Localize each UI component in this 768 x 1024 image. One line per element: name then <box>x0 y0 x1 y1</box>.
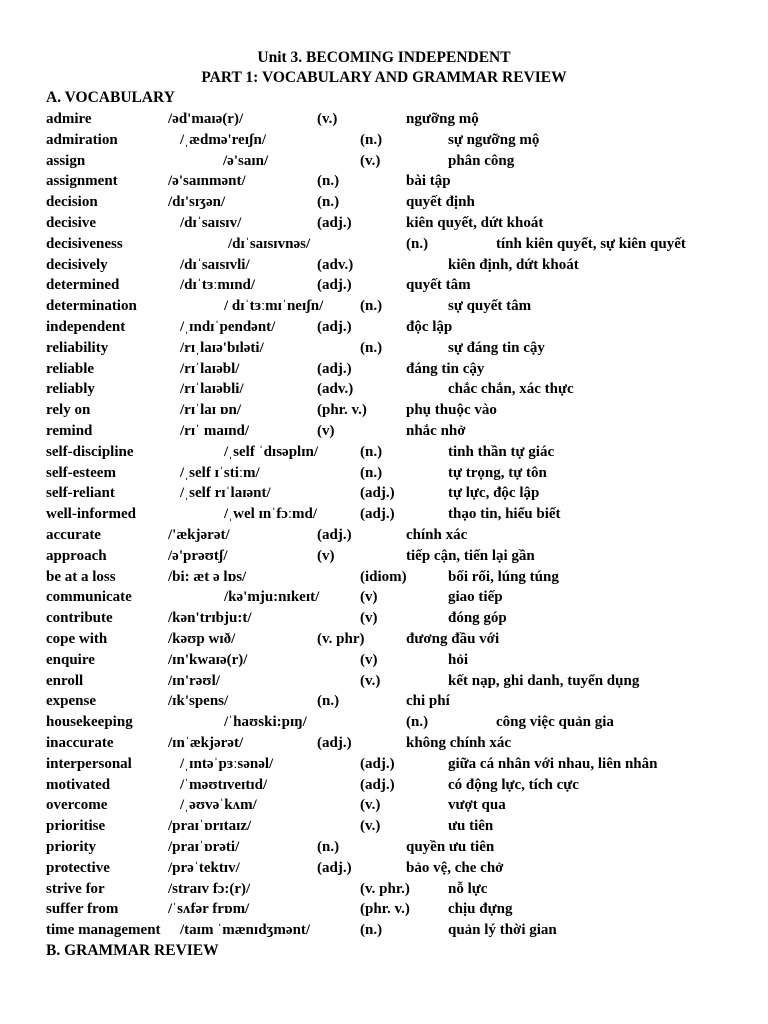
vocab-pos: (n.) <box>317 839 340 855</box>
vocab-ipa: /ˌself ɪˈstiːm/ <box>180 464 260 481</box>
vocab-word: assignment <box>46 173 118 190</box>
vocab-word: suffer from <box>46 901 119 918</box>
vocab-pos: (adj.) <box>360 776 395 793</box>
vocab-meaning: chi phí <box>406 693 450 710</box>
vocab-meaning: đáng tin cậy <box>406 360 485 377</box>
vocab-meaning: giao tiếp <box>448 589 503 606</box>
vocab-ipa: /dɪˈtɜːmɪnd/ <box>180 277 256 294</box>
list-item <box>0 236 768 256</box>
list-item <box>0 215 768 235</box>
vocab-word: accurate <box>46 527 101 543</box>
vocab-word: independent <box>46 319 126 335</box>
vocab-pos: (n.) <box>406 714 429 731</box>
vocab-word: decisiveness <box>46 235 123 252</box>
vocab-pos: (v) <box>360 589 378 606</box>
vocab-pos: (v.) <box>360 818 381 835</box>
vocab-word: determined <box>46 277 120 294</box>
list-item <box>0 818 768 838</box>
vocab-ipa: /ə'saɪnmənt/ <box>168 173 246 190</box>
vocab-ipa: /ˈsʌfər frɒm/ <box>168 901 250 918</box>
vocab-meaning: sự đáng tin cậy <box>448 339 545 356</box>
list-item <box>0 485 768 505</box>
vocab-ipa: /straɪv fɔ:(r)/ <box>168 880 251 897</box>
vocab-pos: (adj.) <box>317 277 352 294</box>
vocab-word: approach <box>46 547 107 564</box>
list-item <box>0 277 768 297</box>
vocab-word: reliably <box>46 381 95 398</box>
vocab-meaning: độc lập <box>406 319 453 335</box>
vocab-word: decision <box>46 194 98 211</box>
list-item <box>0 797 768 817</box>
list-item <box>0 381 768 401</box>
vocab-meaning: ngưỡng mộ <box>406 111 479 127</box>
vocab-pos: (adj.) <box>360 506 395 523</box>
vocab-ipa: /ˌself ˈdɪsəplɪn/ <box>224 443 319 460</box>
vocab-ipa: /rɪˈlaɪəbl/ <box>180 360 240 377</box>
list-item <box>0 839 768 859</box>
vocab-ipa: /ˌself rɪˈlaɪənt/ <box>180 485 271 502</box>
vocab-meaning: ưu tiên <box>448 818 494 835</box>
vocab-word: housekeeping <box>46 714 133 731</box>
vocab-ipa: /kən'trɪbju:t/ <box>168 610 252 627</box>
list-item <box>0 361 768 381</box>
vocab-ipa: /ɪnˈækjərət/ <box>168 735 244 751</box>
vocab-ipa: /taɪm ˈmænɪdʒmənt/ <box>180 922 311 939</box>
vocab-pos: (adj.) <box>317 215 352 231</box>
vocab-meaning: tinh thần tự giác <box>448 443 555 460</box>
vocab-pos: (n.) <box>317 693 340 710</box>
vocab-pos: (v. phr.) <box>360 880 410 897</box>
vocab-meaning: tự lực, độc lập <box>448 485 540 502</box>
vocab-meaning: tự trọng, tự tôn <box>448 464 547 481</box>
list-item <box>0 901 768 921</box>
list-item <box>0 111 768 131</box>
vocab-ipa: /kəʊp wɪð/ <box>168 631 236 647</box>
vocab-ipa: / dɪˈtɜːmɪˈneɪʃn/ <box>224 298 324 315</box>
vocab-meaning: hỏi <box>448 651 469 668</box>
vocab-meaning: tính kiên quyết, sự kiên quyết <box>496 235 686 252</box>
list-item <box>0 860 768 880</box>
vocab-meaning: quyết định <box>406 194 475 211</box>
vocab-word: self-esteem <box>46 464 116 481</box>
list-item <box>0 714 768 734</box>
section-a-heading: A. VOCABULARY <box>46 89 175 106</box>
vocab-word: reliability <box>46 339 109 356</box>
vocab-pos: (adv.) <box>317 256 354 273</box>
vocab-meaning: sự quyết tâm <box>448 298 532 315</box>
vocab-pos: (v.) <box>360 797 381 814</box>
vocab-pos: (v. phr) <box>317 631 365 647</box>
vocab-pos: (n.) <box>360 298 383 315</box>
vocab-meaning: thạo tin, hiểu biết <box>448 506 561 523</box>
vocab-meaning: kiên quyết, dứt khoát <box>406 215 544 231</box>
list-item <box>0 548 768 568</box>
vocab-ipa: /praɪˈɒrəti/ <box>168 839 240 855</box>
vocab-word: remind <box>46 423 93 439</box>
part-title: PART 1: VOCABULARY AND GRAMMAR REVIEW <box>201 69 567 86</box>
vocab-word: rely on <box>46 402 91 419</box>
vocab-word: contribute <box>46 610 113 627</box>
list-item <box>0 444 768 464</box>
unit-title: Unit 3. BECOMING INDEPENDENT <box>257 49 511 66</box>
vocab-ipa: /dɪˈsaɪsɪvnəs/ <box>228 235 311 252</box>
vocab-meaning: phụ thuộc vào <box>406 402 497 419</box>
vocab-pos: (v) <box>317 547 335 564</box>
vocab-word: protective <box>46 859 110 876</box>
list-item <box>0 194 768 214</box>
vocab-pos: (adv.) <box>317 381 354 398</box>
vocab-meaning: nỗ lực <box>448 880 488 897</box>
list-item <box>0 173 768 193</box>
vocab-meaning: phân công <box>448 152 515 169</box>
vocab-word: determination <box>46 298 137 315</box>
vocab-pos: (adj.) <box>360 755 395 772</box>
vocab-pos: (n.) <box>317 173 340 190</box>
vocab-word: enquire <box>46 651 95 668</box>
vocab-pos: (n.) <box>406 235 429 252</box>
vocab-pos: (adj.) <box>317 360 352 377</box>
vocab-pos: (adj.) <box>317 735 352 751</box>
vocab-word: motivated <box>46 776 111 793</box>
list-item <box>0 319 768 339</box>
vocab-pos: (n.) <box>360 339 383 356</box>
vocab-meaning: vượt qua <box>448 797 506 814</box>
vocab-ipa: /'ækjərət/ <box>168 527 230 543</box>
vocab-ipa: /ˈhaʊski:pɪŋ/ <box>224 714 307 731</box>
vocab-pos: (v.) <box>360 152 381 169</box>
vocab-word: decisively <box>46 256 108 273</box>
vocab-pos: (adj.) <box>317 319 352 335</box>
vocab-pos: (n.) <box>317 194 340 211</box>
list-item <box>0 402 768 422</box>
vocab-pos: (v) <box>360 610 378 627</box>
list-item <box>0 673 768 693</box>
vocab-meaning: giữa cá nhân với nhau, liên nhân <box>448 755 658 772</box>
vocab-meaning: quyết tâm <box>406 277 471 294</box>
vocab-ipa: /dɪˈsaɪsɪvli/ <box>180 256 250 273</box>
vocab-word: admiration <box>46 131 118 148</box>
vocab-pos: (adj.) <box>317 527 352 543</box>
vocab-meaning: công việc quản gia <box>496 714 614 731</box>
list-item <box>0 652 768 672</box>
vocab-meaning: bối rối, lúng túng <box>448 568 559 585</box>
vocab-ipa: /ˌɪntəˈpɜːsənəl/ <box>180 755 274 772</box>
list-item <box>0 756 768 776</box>
vocab-word: strive for <box>46 880 105 897</box>
vocab-meaning: có động lực, tích cực <box>448 776 579 793</box>
vocab-pos: (v.) <box>360 672 381 689</box>
list-item <box>0 153 768 173</box>
vocab-ipa: /rɪˈ maɪnd/ <box>180 423 250 439</box>
vocab-pos: (n.) <box>360 131 383 148</box>
vocab-ipa: /ˌædmə'reɪʃn/ <box>180 131 267 148</box>
vocab-word: inaccurate <box>46 735 114 751</box>
vocab-word: overcome <box>46 797 108 814</box>
list-item <box>0 423 768 443</box>
vocab-pos: (n.) <box>360 922 383 939</box>
vocab-ipa: /kə'mju:nɪkeɪt/ <box>224 589 320 606</box>
list-item <box>0 506 768 526</box>
vocab-meaning: quản lý thời gian <box>448 922 557 939</box>
vocab-pos: (v) <box>360 651 378 668</box>
vocab-word: reliable <box>46 360 95 377</box>
vocab-word: cope with <box>46 631 108 647</box>
vocab-meaning: bài tập <box>406 173 451 190</box>
vocab-ipa: /ɪn'rəʊl/ <box>168 672 220 689</box>
list-item <box>0 298 768 318</box>
list-item <box>0 881 768 901</box>
list-item <box>0 257 768 277</box>
section-b-heading: B. GRAMMAR REVIEW <box>46 942 219 959</box>
vocab-pos: (n.) <box>360 443 383 460</box>
vocab-ipa: /ˌwel ɪnˈfɔːmd/ <box>224 506 318 523</box>
vocab-ipa: /bi: æt ə lɒs/ <box>168 568 247 585</box>
vocab-meaning: quyền ưu tiên <box>406 839 495 855</box>
vocab-pos: (phr. v.) <box>317 402 367 419</box>
vocab-word: well-informed <box>46 506 136 523</box>
list-item <box>0 610 768 630</box>
vocab-ipa: /rɪˈlaɪəbli/ <box>180 381 244 398</box>
vocab-word: self-discipline <box>46 443 134 460</box>
vocab-ipa: /ə'saɪn/ <box>223 152 269 169</box>
vocab-ipa: /prəˈtektɪv/ <box>168 859 240 876</box>
vocab-meaning: chắc chắn, xác thực <box>448 381 574 398</box>
vocab-meaning: nhắc nhở <box>406 423 466 439</box>
vocab-word: self-reliant <box>46 485 115 502</box>
vocab-pos: (adj.) <box>360 485 395 502</box>
vocab-word: admire <box>46 111 92 127</box>
vocab-ipa: /rɪˈlaɪ ɒn/ <box>180 402 241 419</box>
vocab-meaning: bảo vệ, che chở <box>406 859 504 876</box>
vocab-pos: (v) <box>317 423 335 439</box>
vocab-meaning: chịu đựng <box>448 901 513 918</box>
list-item <box>0 569 768 589</box>
vocab-pos: (adj.) <box>317 859 352 876</box>
list-item <box>0 631 768 651</box>
vocab-meaning: chính xác <box>406 527 468 543</box>
vocab-ipa: /dɪˈsaɪsɪv/ <box>180 215 242 231</box>
list-item <box>0 589 768 609</box>
vocab-pos: (idiom) <box>360 568 407 585</box>
vocab-ipa: /ˌɪndɪˈpendənt/ <box>180 319 276 335</box>
list-item <box>0 777 768 797</box>
list-item <box>0 527 768 547</box>
vocab-word: priority <box>46 839 96 855</box>
vocab-meaning: sự ngưỡng mộ <box>448 131 540 148</box>
vocab-word: prioritise <box>46 818 106 835</box>
list-item <box>0 465 768 485</box>
vocab-ipa: /dɪ'sɪʒən/ <box>168 194 226 211</box>
vocab-word: assign <box>46 152 86 169</box>
vocab-word: expense <box>46 693 96 710</box>
vocab-word: time management <box>46 922 161 939</box>
vocab-meaning: đóng góp <box>448 610 507 627</box>
list-item <box>0 922 768 942</box>
list-item <box>0 340 768 360</box>
vocab-pos: (v.) <box>317 111 338 127</box>
vocab-pos: (n.) <box>360 464 383 481</box>
vocab-meaning: không chính xác <box>406 735 512 751</box>
vocab-ipa: /ˌəʊvəˈkʌm/ <box>180 797 257 814</box>
vocab-word: communicate <box>46 589 132 606</box>
vocab-ipa: /praɪˈɒrɪtaɪz/ <box>168 818 252 835</box>
vocab-meaning: đương đầu với <box>406 631 500 647</box>
vocab-meaning: kết nạp, ghi danh, tuyển dụng <box>448 672 640 689</box>
vocab-meaning: tiếp cận, tiến lại gần <box>406 547 535 564</box>
vocab-ipa: /əd'maɪə(r)/ <box>168 111 244 127</box>
vocab-ipa: /ɪn'kwaɪə(r)/ <box>168 651 248 668</box>
vocab-word: interpersonal <box>46 755 132 772</box>
vocab-word: enroll <box>46 672 84 689</box>
vocab-ipa: /ɪk'spens/ <box>168 693 229 710</box>
list-item <box>0 693 768 713</box>
vocab-ipa: /ˈməʊtɪveɪtɪd/ <box>180 776 268 793</box>
list-item <box>0 735 768 755</box>
list-item <box>0 132 768 152</box>
vocab-ipa: /ə'prəʊtʃ/ <box>168 547 228 564</box>
vocab-pos: (phr. v.) <box>360 901 410 918</box>
vocab-word: be at a loss <box>46 568 116 585</box>
vocab-word: decisive <box>46 215 96 231</box>
vocab-ipa: /rɪˌlaɪə'bɪləti/ <box>180 339 264 356</box>
vocab-meaning: kiên định, dứt khoát <box>448 256 579 273</box>
